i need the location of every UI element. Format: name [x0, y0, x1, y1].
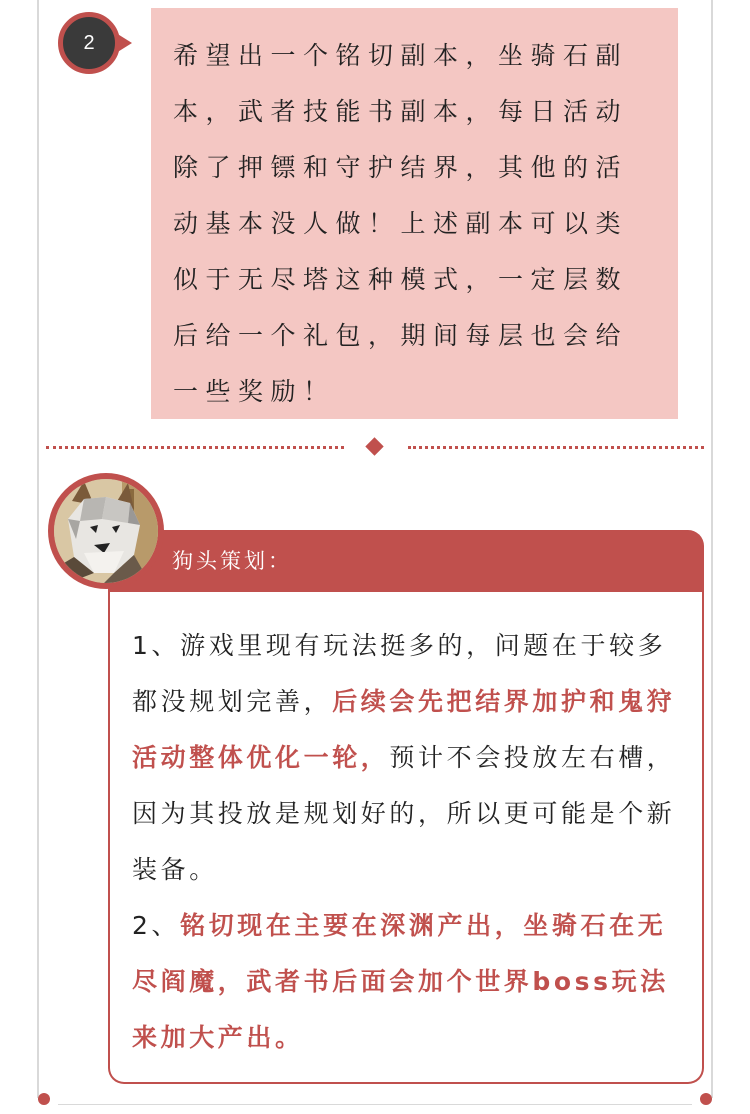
- diamond-icon: [365, 437, 383, 455]
- answer-header: [108, 530, 704, 592]
- divider-dotted-right: [408, 446, 704, 449]
- author-label: 狗头策划：: [172, 549, 292, 573]
- answer-paragraph-2: [132, 898, 680, 1066]
- question-box: [151, 8, 678, 419]
- corner-dot-right: [700, 1093, 712, 1105]
- answer-p1-highlight: 后续会先把结界加护和鬼狩活动整体优化一轮，: [132, 687, 676, 772]
- answer-body: [108, 592, 704, 1084]
- question-text: 希望出一个铭切副本，坐骑石副本，武者技能书副本，每日活动除了押镖和守护结界，其他的活动基本没人做！上述副本可以类似于无尽塔这种模式，一定层数后给一个礼包，期间每层也会给一些奖励！: [173, 41, 629, 406]
- dog-head-avatar-icon: [54, 479, 158, 583]
- answer-p2-prefix: 2、: [132, 911, 181, 940]
- question-number: 2: [83, 31, 95, 54]
- question-number-badge: [58, 12, 120, 74]
- corner-dot-left: [38, 1093, 50, 1105]
- divider-dotted-left: [46, 446, 344, 449]
- frame-right-line: [711, 0, 713, 1098]
- avatar: [48, 473, 164, 589]
- badge-pointer-icon: [116, 33, 132, 53]
- frame-left-line: [37, 0, 39, 1098]
- answer-paragraph-1: [132, 618, 680, 898]
- answer-p1-text-a: 1、游戏里现有玩法挺多的，问题在于较多都没规划完善，: [132, 631, 667, 716]
- answer-p1-text-b: 预计不会投放左右槽，因为其投放是规划好的，所以更可能是个新装备。: [132, 743, 676, 884]
- frame-bottom-line: [58, 1104, 692, 1105]
- answer-p2-highlight: 铭切现在主要在深渊产出，坐骑石在无尽阎魔，武者书后面会加个世界boss玩法来加大产出。: [132, 911, 669, 1052]
